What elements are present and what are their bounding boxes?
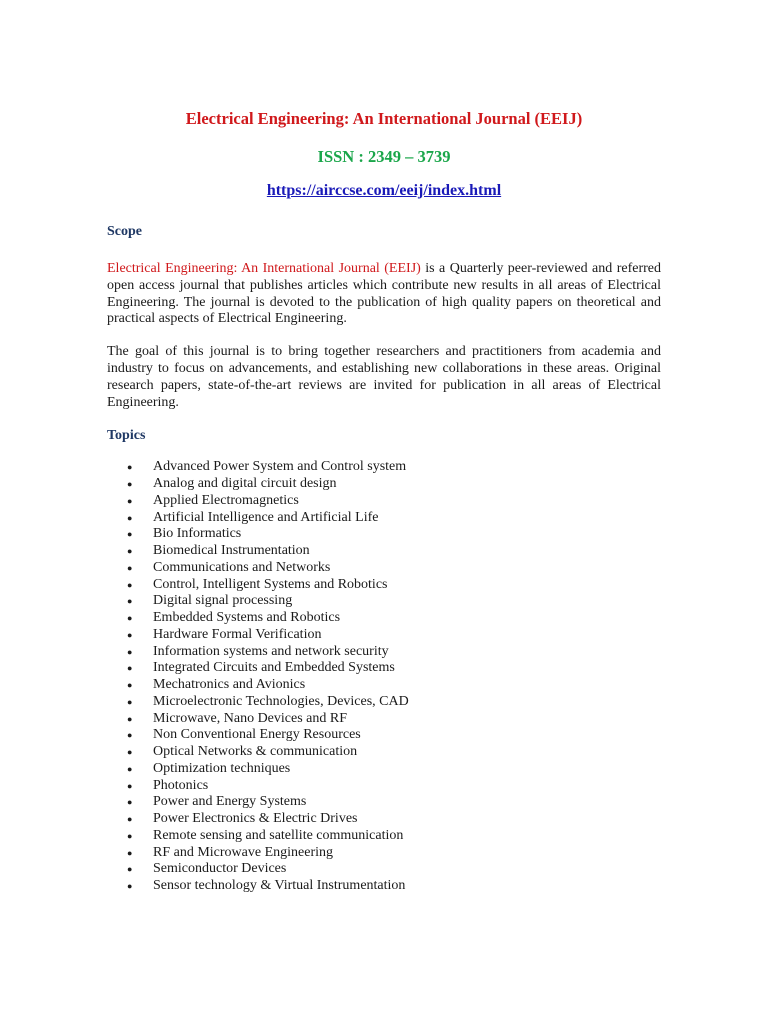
- topic-item: [127, 694, 661, 711]
- topic-item: [127, 811, 661, 828]
- bullet-icon: ●: [127, 830, 133, 841]
- topic-item: [127, 761, 661, 778]
- topic-label: Information systems and network security: [153, 643, 389, 659]
- topic-label: Advanced Power System and Control system: [153, 459, 407, 475]
- topic-label: Digital signal processing: [153, 593, 293, 609]
- topic-item: [127, 778, 661, 795]
- bullet-icon: ●: [127, 562, 133, 573]
- topic-item: [127, 543, 661, 560]
- topic-item: [127, 577, 661, 594]
- bullet-icon: ●: [127, 881, 133, 892]
- journal-url-link[interactable]: https://airccse.com/eeij/index.html: [266, 182, 502, 199]
- bullet-icon: ●: [127, 680, 133, 691]
- topic-label: Semiconductor Devices: [153, 861, 287, 877]
- scope-paragraph-2: The goal of this journal is to bring together researchers and practitioners from academia and industry to focus on advancements, and establishing new collaborations in these areas. Original research papers, state-of-the-art reviews are invited for publication in all areas of Electrical Engineering.: [107, 344, 661, 410]
- topic-item: [127, 526, 661, 543]
- topic-item: [127, 744, 661, 761]
- topic-label: Applied Electromagnetics: [153, 492, 299, 508]
- topic-label: Optical Networks & communication: [153, 744, 358, 760]
- topic-item: [127, 560, 661, 577]
- topic-label: Power and Energy Systems: [153, 794, 307, 810]
- topic-item: [127, 660, 661, 677]
- topic-item: [127, 727, 661, 744]
- topic-label: Hardware Formal Verification: [153, 626, 322, 642]
- topic-label: Artificial Intelligence and Artificial Life: [153, 509, 379, 525]
- scope-paragraph-1: [107, 261, 661, 328]
- bullet-icon: ●: [127, 529, 133, 540]
- topic-item: [127, 861, 661, 878]
- topic-label: RF and Microwave Engineering: [153, 844, 334, 860]
- topic-label: Remote sensing and satellite communication: [153, 827, 404, 843]
- journal-issn: ISSN : 2349 – 3739: [317, 147, 451, 166]
- topic-label: Mechatronics and Avionics: [153, 677, 306, 693]
- topic-item: [127, 644, 661, 661]
- topic-item: [127, 493, 661, 510]
- bullet-icon: ●: [127, 613, 133, 624]
- scope-journal-name: Electrical Engineering: An International Journal (EEIJ): [107, 261, 421, 276]
- topic-item: [127, 610, 661, 627]
- topic-item: [127, 711, 661, 728]
- bullet-icon: ●: [127, 495, 133, 506]
- bullet-icon: ●: [127, 797, 133, 808]
- topic-label: Microwave, Nano Devices and RF: [153, 710, 348, 726]
- topic-label: Microelectronic Technologies, Devices, CAD: [153, 693, 409, 709]
- topic-item: [127, 878, 661, 895]
- bullet-icon: ●: [127, 847, 133, 858]
- topic-label: Analog and digital circuit design: [153, 476, 337, 492]
- topics-list: [107, 459, 661, 895]
- bullet-icon: ●: [127, 864, 133, 875]
- topic-label: Sensor technology & Virtual Instrumentation: [153, 878, 406, 894]
- topic-label: Optimization techniques: [153, 760, 291, 776]
- topic-item: [127, 627, 661, 644]
- topic-label: Integrated Circuits and Embedded Systems: [153, 660, 395, 676]
- topic-item: [127, 476, 661, 493]
- bullet-icon: ●: [127, 462, 133, 473]
- bullet-icon: ●: [127, 479, 133, 490]
- bullet-icon: ●: [127, 546, 133, 557]
- topic-item: [127, 510, 661, 527]
- bullet-icon: ●: [127, 512, 133, 523]
- topic-item: [127, 677, 661, 694]
- scope-paragraph-1-text: is a Quarterly peer-reviewed and referred open access journal that publishes articles which contribute new results in all areas of Electrical Engineering. The journal is devoted to the publication of high quality papers on theoretical and practical aspects of Electrical Engineering.: [107, 261, 661, 327]
- topic-label: Control, Intelligent Systems and Robotics: [153, 576, 388, 592]
- bullet-icon: ●: [127, 814, 133, 825]
- bullet-icon: ●: [127, 646, 133, 657]
- topic-label: Biomedical Instrumentation: [153, 543, 310, 559]
- topic-label: Power Electronics & Electric Drives: [153, 811, 358, 827]
- topic-label: Photonics: [153, 777, 209, 793]
- topic-label: Communications and Networks: [153, 559, 331, 575]
- bullet-icon: ●: [127, 696, 133, 707]
- bullet-icon: ●: [127, 596, 133, 607]
- bullet-icon: ●: [127, 579, 133, 590]
- journal-title: Electrical Engineering: An International Journal (EEIJ): [185, 109, 583, 128]
- journal-url-line: [107, 181, 661, 201]
- bullet-icon: ●: [127, 780, 133, 791]
- topic-label: Embedded Systems and Robotics: [153, 610, 341, 626]
- topic-item: [127, 845, 661, 862]
- bullet-icon: ●: [127, 629, 133, 640]
- topic-label: Bio Informatics: [153, 526, 242, 542]
- topic-item: [127, 794, 661, 811]
- bullet-icon: ●: [127, 713, 133, 724]
- topics-heading: Topics: [107, 428, 146, 444]
- topic-label: Non Conventional Energy Resources: [153, 727, 361, 743]
- topic-item: [127, 459, 661, 476]
- topic-item: [127, 593, 661, 610]
- scope-heading: Scope: [107, 224, 142, 239]
- topic-item: [127, 828, 661, 845]
- bullet-icon: ●: [127, 663, 133, 674]
- bullet-icon: ●: [127, 747, 133, 758]
- bullet-icon: ●: [127, 763, 133, 774]
- bullet-icon: ●: [127, 730, 133, 741]
